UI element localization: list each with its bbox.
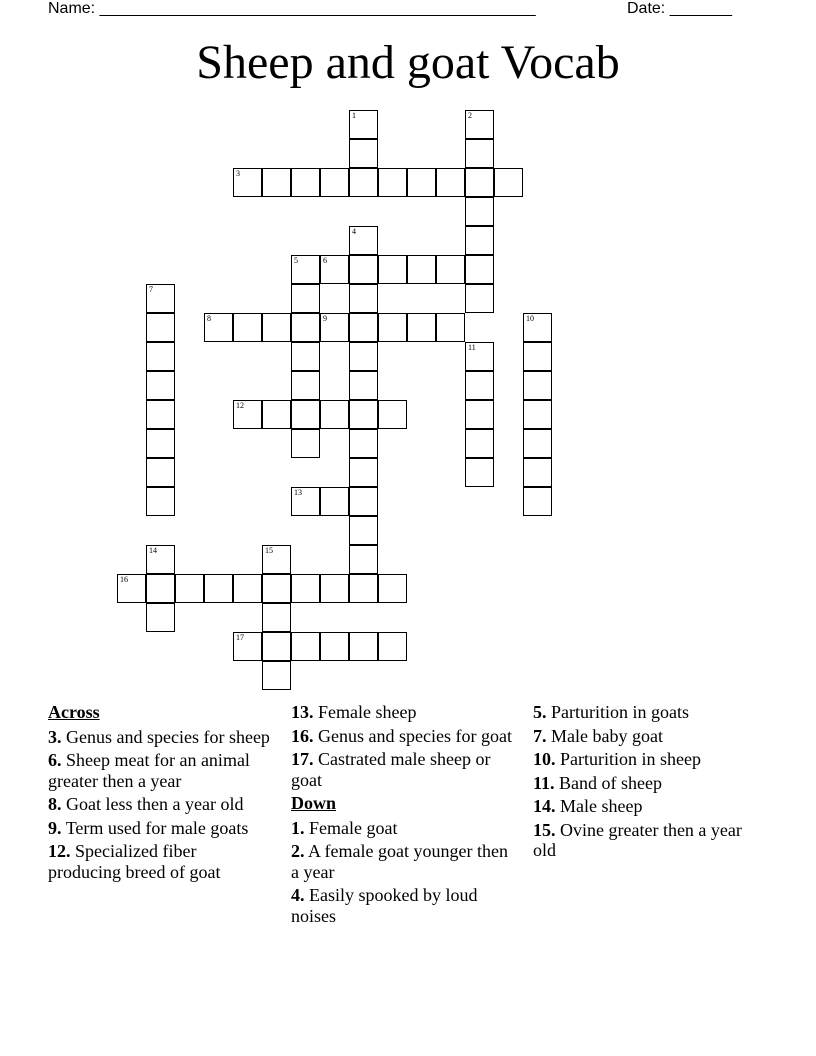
clue-text: Term used for male goats <box>65 817 249 838</box>
grid-cell[interactable] <box>233 400 262 429</box>
grid-cell[interactable] <box>262 168 291 197</box>
grid-cell[interactable] <box>465 342 494 371</box>
grid-cell[interactable] <box>233 168 262 197</box>
across-clue <box>48 750 273 791</box>
cell-number: 2 <box>468 111 472 120</box>
grid-cell[interactable] <box>465 226 494 255</box>
clue-column-1 <box>48 702 273 885</box>
grid-cell[interactable] <box>465 139 494 168</box>
down-clue <box>533 773 768 794</box>
grid-cell[interactable] <box>378 400 407 429</box>
cell-number: 6 <box>323 256 327 265</box>
across-clue <box>48 818 273 839</box>
grid-cell[interactable] <box>117 574 146 603</box>
clue-text: Genus and species for goat <box>318 725 512 746</box>
grid-cell[interactable] <box>523 458 552 487</box>
across-clue <box>48 794 273 815</box>
clue-text: Male sheep <box>560 796 643 816</box>
clue-text: Easily spooked by loud noises <box>291 885 478 926</box>
grid-cell[interactable] <box>262 603 291 632</box>
grid-cell[interactable] <box>262 632 291 661</box>
clue-number: 16. <box>291 725 314 746</box>
cell-number: 17 <box>236 633 244 642</box>
grid-cell[interactable] <box>291 574 320 603</box>
grid-cell[interactable] <box>146 400 175 429</box>
clue-number: 8. <box>48 794 62 814</box>
grid-cell[interactable] <box>349 545 378 574</box>
grid-cell[interactable] <box>320 168 349 197</box>
clue-number: 11. <box>533 772 555 793</box>
down-clue <box>291 841 516 882</box>
grid-cell[interactable] <box>349 400 378 429</box>
grid-cell[interactable] <box>349 313 378 342</box>
grid-cell[interactable] <box>146 429 175 458</box>
grid-cell[interactable] <box>523 487 552 516</box>
grid-cell[interactable] <box>436 168 465 197</box>
grid-cell[interactable] <box>407 313 436 342</box>
grid-cell[interactable] <box>523 313 552 342</box>
grid-cell[interactable] <box>146 603 175 632</box>
grid-cell[interactable] <box>349 429 378 458</box>
grid-cell[interactable] <box>291 342 320 371</box>
clue-number: 3. <box>48 726 62 747</box>
cell-number: 9 <box>323 314 327 323</box>
clue-number: 9. <box>48 817 62 838</box>
grid-cell[interactable] <box>407 255 436 284</box>
grid-cell[interactable] <box>465 197 494 226</box>
clue-text: Sheep meat for an animal greater then a year <box>48 750 250 791</box>
grid-cell[interactable] <box>146 487 175 516</box>
down-clue <box>291 885 516 926</box>
grid-cell[interactable] <box>349 516 378 545</box>
clue-text: Parturition in goats <box>551 702 689 722</box>
grid-cell[interactable] <box>349 342 378 371</box>
clue-column-3 <box>533 702 768 864</box>
grid-cell[interactable] <box>349 139 378 168</box>
grid-cell[interactable] <box>291 487 320 516</box>
grid-cell[interactable] <box>146 574 175 603</box>
across-clue <box>48 727 273 748</box>
grid-cell[interactable] <box>262 313 291 342</box>
down-clue <box>533 796 768 817</box>
grid-cell[interactable] <box>378 574 407 603</box>
clue-text: Female sheep <box>318 702 417 722</box>
cell-number: 15 <box>265 546 273 555</box>
clue-number: 7. <box>533 725 547 746</box>
grid-cell[interactable] <box>291 429 320 458</box>
grid-cell[interactable] <box>349 487 378 516</box>
grid-cell[interactable] <box>523 429 552 458</box>
cell-number: 7 <box>149 285 153 294</box>
name-field[interactable]: Name: _________________________________________________ <box>48 0 536 17</box>
grid-cell[interactable] <box>349 168 378 197</box>
across-clue <box>291 726 516 747</box>
clue-text: Specialized fiber producing breed of goat <box>48 841 221 882</box>
clue-column-2 <box>291 702 516 929</box>
clue-number: 12. <box>48 841 71 861</box>
down-clue <box>533 749 768 770</box>
grid-cell[interactable] <box>378 632 407 661</box>
cell-number: 13 <box>294 488 302 497</box>
grid-cell[interactable] <box>262 574 291 603</box>
grid-cell[interactable] <box>378 313 407 342</box>
grid-cell[interactable] <box>291 400 320 429</box>
grid-cell[interactable] <box>407 168 436 197</box>
grid-cell[interactable] <box>523 371 552 400</box>
across-clue <box>291 702 516 723</box>
grid-cell[interactable] <box>291 255 320 284</box>
grid-cell[interactable] <box>262 545 291 574</box>
grid-cell[interactable] <box>349 226 378 255</box>
down-clue <box>533 726 768 747</box>
cell-number: 8 <box>207 314 211 323</box>
puzzle-title: Sheep and goat Vocab <box>196 36 620 89</box>
grid-cell[interactable] <box>320 313 349 342</box>
clue-number: 1. <box>291 817 305 838</box>
grid-cell[interactable] <box>146 545 175 574</box>
grid-cell[interactable] <box>146 458 175 487</box>
grid-cell[interactable] <box>233 574 262 603</box>
clue-text: Genus and species for sheep <box>66 726 270 747</box>
cell-number: 1 <box>352 111 356 120</box>
grid-cell[interactable] <box>494 168 523 197</box>
grid-cell[interactable] <box>320 487 349 516</box>
across-clue <box>48 841 273 882</box>
grid-cell[interactable] <box>349 458 378 487</box>
clue-text: Castrated male sheep or goat <box>291 749 491 790</box>
clue-text: Female goat <box>309 817 398 838</box>
clue-number: 6. <box>48 750 62 770</box>
clue-number: 2. <box>291 841 305 861</box>
grid-cell[interactable] <box>233 313 262 342</box>
clue-text: Parturition in sheep <box>560 749 701 769</box>
clue-number: 17. <box>291 749 314 769</box>
grid-cell[interactable] <box>146 284 175 313</box>
cell-number: 4 <box>352 227 356 236</box>
grid-cell[interactable] <box>146 342 175 371</box>
grid-cell[interactable] <box>146 371 175 400</box>
grid-cell[interactable] <box>262 400 291 429</box>
grid-cell[interactable] <box>465 371 494 400</box>
date-field[interactable]: Date: _______ <box>627 0 732 17</box>
grid-cell[interactable] <box>204 313 233 342</box>
grid-cell[interactable] <box>291 632 320 661</box>
grid-cell[interactable] <box>175 574 204 603</box>
clue-number: 14. <box>533 796 556 816</box>
cell-number: 12 <box>236 401 244 410</box>
grid-cell[interactable] <box>465 458 494 487</box>
cell-number: 14 <box>149 546 157 555</box>
down-clue <box>533 820 768 861</box>
grid-cell[interactable] <box>262 661 291 690</box>
grid-cell[interactable] <box>436 255 465 284</box>
clue-text: Male baby goat <box>551 725 663 746</box>
grid-cell[interactable] <box>378 255 407 284</box>
grid-cell[interactable] <box>291 284 320 313</box>
grid-cell[interactable] <box>523 342 552 371</box>
grid-cell[interactable] <box>320 632 349 661</box>
clue-number: 5. <box>533 702 547 722</box>
clue-text: Ovine greater then a year old <box>533 819 742 860</box>
grid-cell[interactable] <box>465 429 494 458</box>
grid-cell[interactable] <box>349 284 378 313</box>
grid-cell[interactable] <box>146 313 175 342</box>
grid-cell[interactable] <box>465 284 494 313</box>
grid-cell[interactable] <box>204 574 233 603</box>
clue-text: Band of sheep <box>559 772 662 793</box>
grid-cell[interactable] <box>291 371 320 400</box>
grid-cell[interactable] <box>320 255 349 284</box>
grid-cell[interactable] <box>291 313 320 342</box>
cell-number: 11 <box>468 343 476 352</box>
grid-cell[interactable] <box>349 632 378 661</box>
grid-cell[interactable] <box>349 110 378 139</box>
cell-number: 5 <box>294 256 298 265</box>
grid-cell[interactable] <box>320 400 349 429</box>
cell-number: 3 <box>236 169 240 178</box>
grid-cell[interactable] <box>233 632 262 661</box>
grid-cell[interactable] <box>378 168 407 197</box>
down-clue <box>533 702 768 723</box>
grid-cell[interactable] <box>349 574 378 603</box>
down-heading: Down <box>291 793 337 813</box>
grid-cell[interactable] <box>523 400 552 429</box>
clue-number: 4. <box>291 885 305 905</box>
clue-number: 10. <box>533 749 556 769</box>
clue-number: 15. <box>533 819 556 840</box>
across-heading: Across <box>48 702 100 722</box>
grid-cell[interactable] <box>465 168 494 197</box>
grid-cell[interactable] <box>349 371 378 400</box>
across-clue <box>291 749 516 790</box>
grid-cell[interactable] <box>436 313 465 342</box>
cell-number: 10 <box>526 314 534 323</box>
grid-cell[interactable] <box>291 168 320 197</box>
grid-cell[interactable] <box>465 110 494 139</box>
grid-cell[interactable] <box>349 255 378 284</box>
clue-text: A female goat younger then a year <box>291 841 508 882</box>
grid-cell[interactable] <box>320 574 349 603</box>
cell-number: 16 <box>120 575 128 584</box>
down-clue <box>291 818 516 839</box>
clue-number: 13. <box>291 702 314 722</box>
clue-text: Goat less then a year old <box>66 794 244 814</box>
grid-cell[interactable] <box>465 255 494 284</box>
grid-cell[interactable] <box>465 400 494 429</box>
